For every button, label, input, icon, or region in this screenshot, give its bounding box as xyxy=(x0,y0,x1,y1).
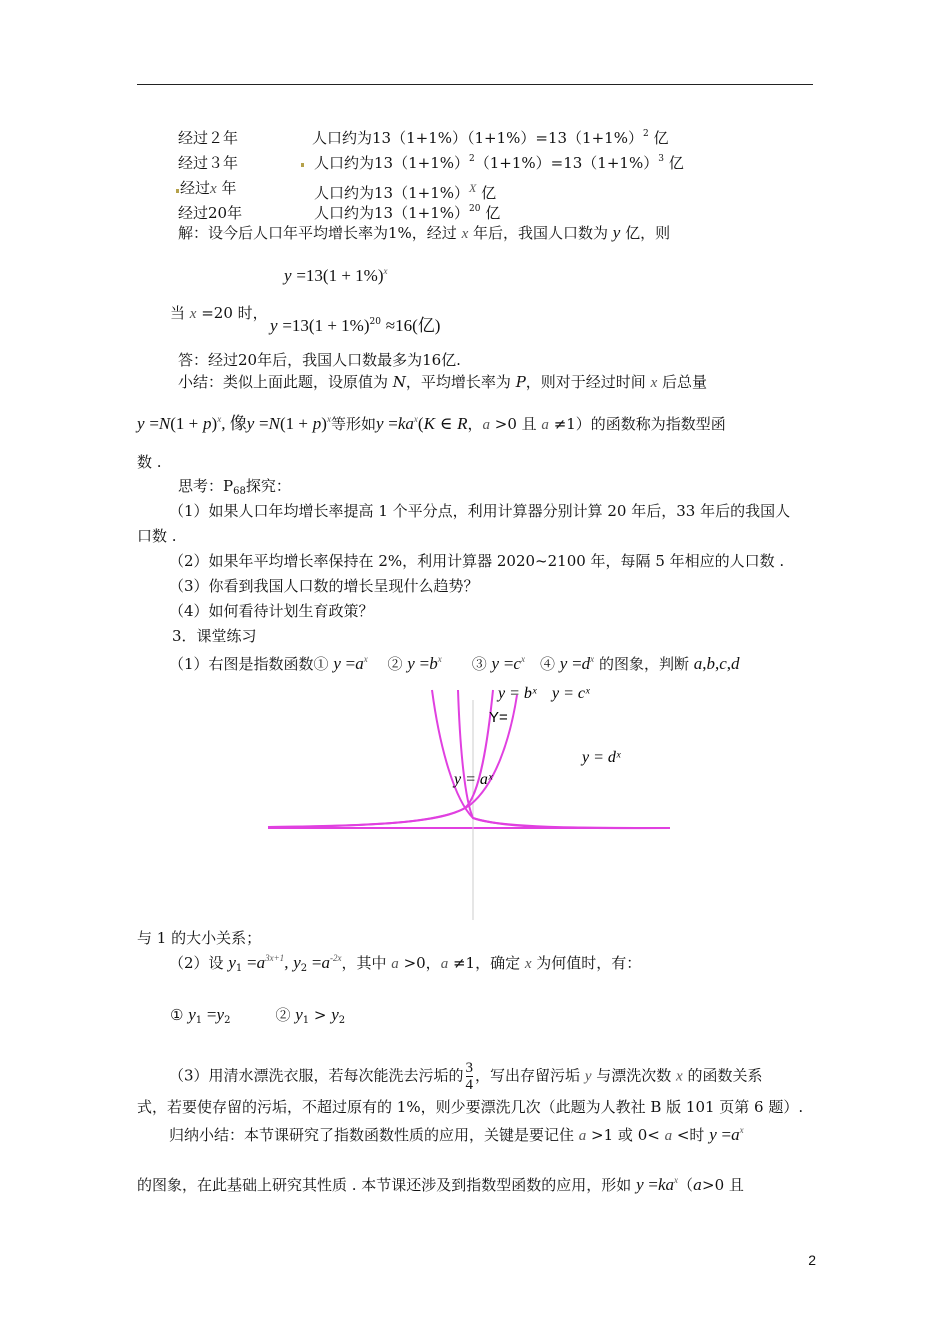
practice-2-options: ① $y_1 =y_2$ ② $y_1 > y_2$ xyxy=(170,1005,346,1026)
practice-2: （2）设 $y_1 =a^{3x+1}$, $y_2 =a^{-2x}$，其中 a >0，a ≠1，确定 x 为何值时，有： xyxy=(169,953,642,974)
practice-3b: 式，若要使存留的污垢，不超过原有的 1%，则少要漂洗几次（此题为人教社 B 版 101 页第 6 题）. xyxy=(137,1098,804,1116)
header-rule xyxy=(137,84,813,85)
question-4: （4）如何看待计划生育政策？ xyxy=(169,602,374,620)
table-left-1: 经过２年 xyxy=(178,129,239,147)
table-right-3: 人口约为$13(1+1\%)^X$ 亿 xyxy=(314,181,497,202)
label-y: Y= xyxy=(489,709,508,726)
label-a: y = aˣ xyxy=(454,771,493,788)
conclusion-a: 归纳小结：本节课研究了指数函数性质的应用，关键是要记住 a >1 或 0< a <时 $y =a^x$ xyxy=(169,1125,744,1144)
label-c: y = cˣ xyxy=(552,685,590,702)
practice-1: （1）右图是指数函数① $y =a^x$ ② $y =b^x$ ③ $y =c^x$ ④ $y =d^x$ 的图象，判断 a,b,c,d xyxy=(169,654,740,673)
question-1a: （1）如果人口年均增长率提高 1 个平分点，利用计算器分别计算 20 年后，33 年后的我国人 xyxy=(169,502,791,520)
stray-mark xyxy=(301,163,304,167)
when-line: 当 x =20 时， xyxy=(170,304,268,322)
exponential-graph xyxy=(260,680,680,940)
page-number: 2 xyxy=(808,1252,816,1268)
formula-2: $y =13(1 + 1\%)^{20} \approx 16$(亿) xyxy=(270,316,441,335)
table-right-2: 人口约为$13(1+1\%)^2(1+1\%)=13(1+1\%)^3$ 亿 xyxy=(314,154,684,172)
formula-1: $y =13(1 + 1\%)^x$ xyxy=(284,266,388,285)
stray-mark xyxy=(176,189,179,193)
table-left-3: 经过x 年 xyxy=(180,179,237,197)
table-right-4: 人口约为$13(1+1\%)^{20}$ 亿 xyxy=(314,204,501,222)
summary-line-2: $y =N(1 + p)^x$, 像$y =N(1 + p)^x$等形如$y =ka^x(K$ ∈ R，a >0 且 a ≠1）的函数称为指数型函 xyxy=(137,414,726,433)
summary-line-3: 数 . xyxy=(137,453,162,471)
think-title: 思考：$P_{68}$探究： xyxy=(178,477,291,497)
table-right-1: 人口约为$13(1+1\%)(1+1\%)=13(1+1\%)^2$ 亿 xyxy=(312,129,669,147)
conclusion-b: 的图象，在此基础上研究其性质 . 本节课还涉及到指数型函数的应用，形如 $y =ka^x(a>0$ 且 xyxy=(137,1175,744,1194)
solution-line: 解：设今后人口年平均增长率为1%，经过 x 年后，我国人口数为 y 亿，则 xyxy=(178,223,671,242)
curve-d xyxy=(268,695,517,827)
table-left-4: 经过20年 xyxy=(178,204,243,222)
label-b: y = bˣ xyxy=(498,685,537,702)
label-d: y = dˣ xyxy=(582,749,621,766)
summary-line-1: 小结：类似上面此题，设原值为 N，平均增长率为 P，则对于经过时间 x 后总量 xyxy=(178,373,708,391)
question-1b: 口数 . xyxy=(137,527,177,545)
practice-1-end: 与 1 的大小关系； xyxy=(137,929,262,947)
practice-title: 3．课堂练习 xyxy=(172,627,257,645)
practice-3a: （3）用清水漂洗衣服，若每次能洗去污垢的 $\frac{3}{4}$ ，写出存留污垢 y 与漂洗次数 x 的函数关系 xyxy=(169,1060,763,1093)
question-3: （3）你看到我国人口数的增长呈现什么趋势？ xyxy=(169,577,479,595)
answer-line: 答：经过20年后，我国人口数最多为16亿. xyxy=(178,351,461,369)
question-2: （2）如果年平均增长率保持在 2%，利用计算器 2020~2100 年，每隔 5 年相应的人口数 . xyxy=(169,552,785,570)
table-left-2: 经过３年 xyxy=(178,154,239,172)
